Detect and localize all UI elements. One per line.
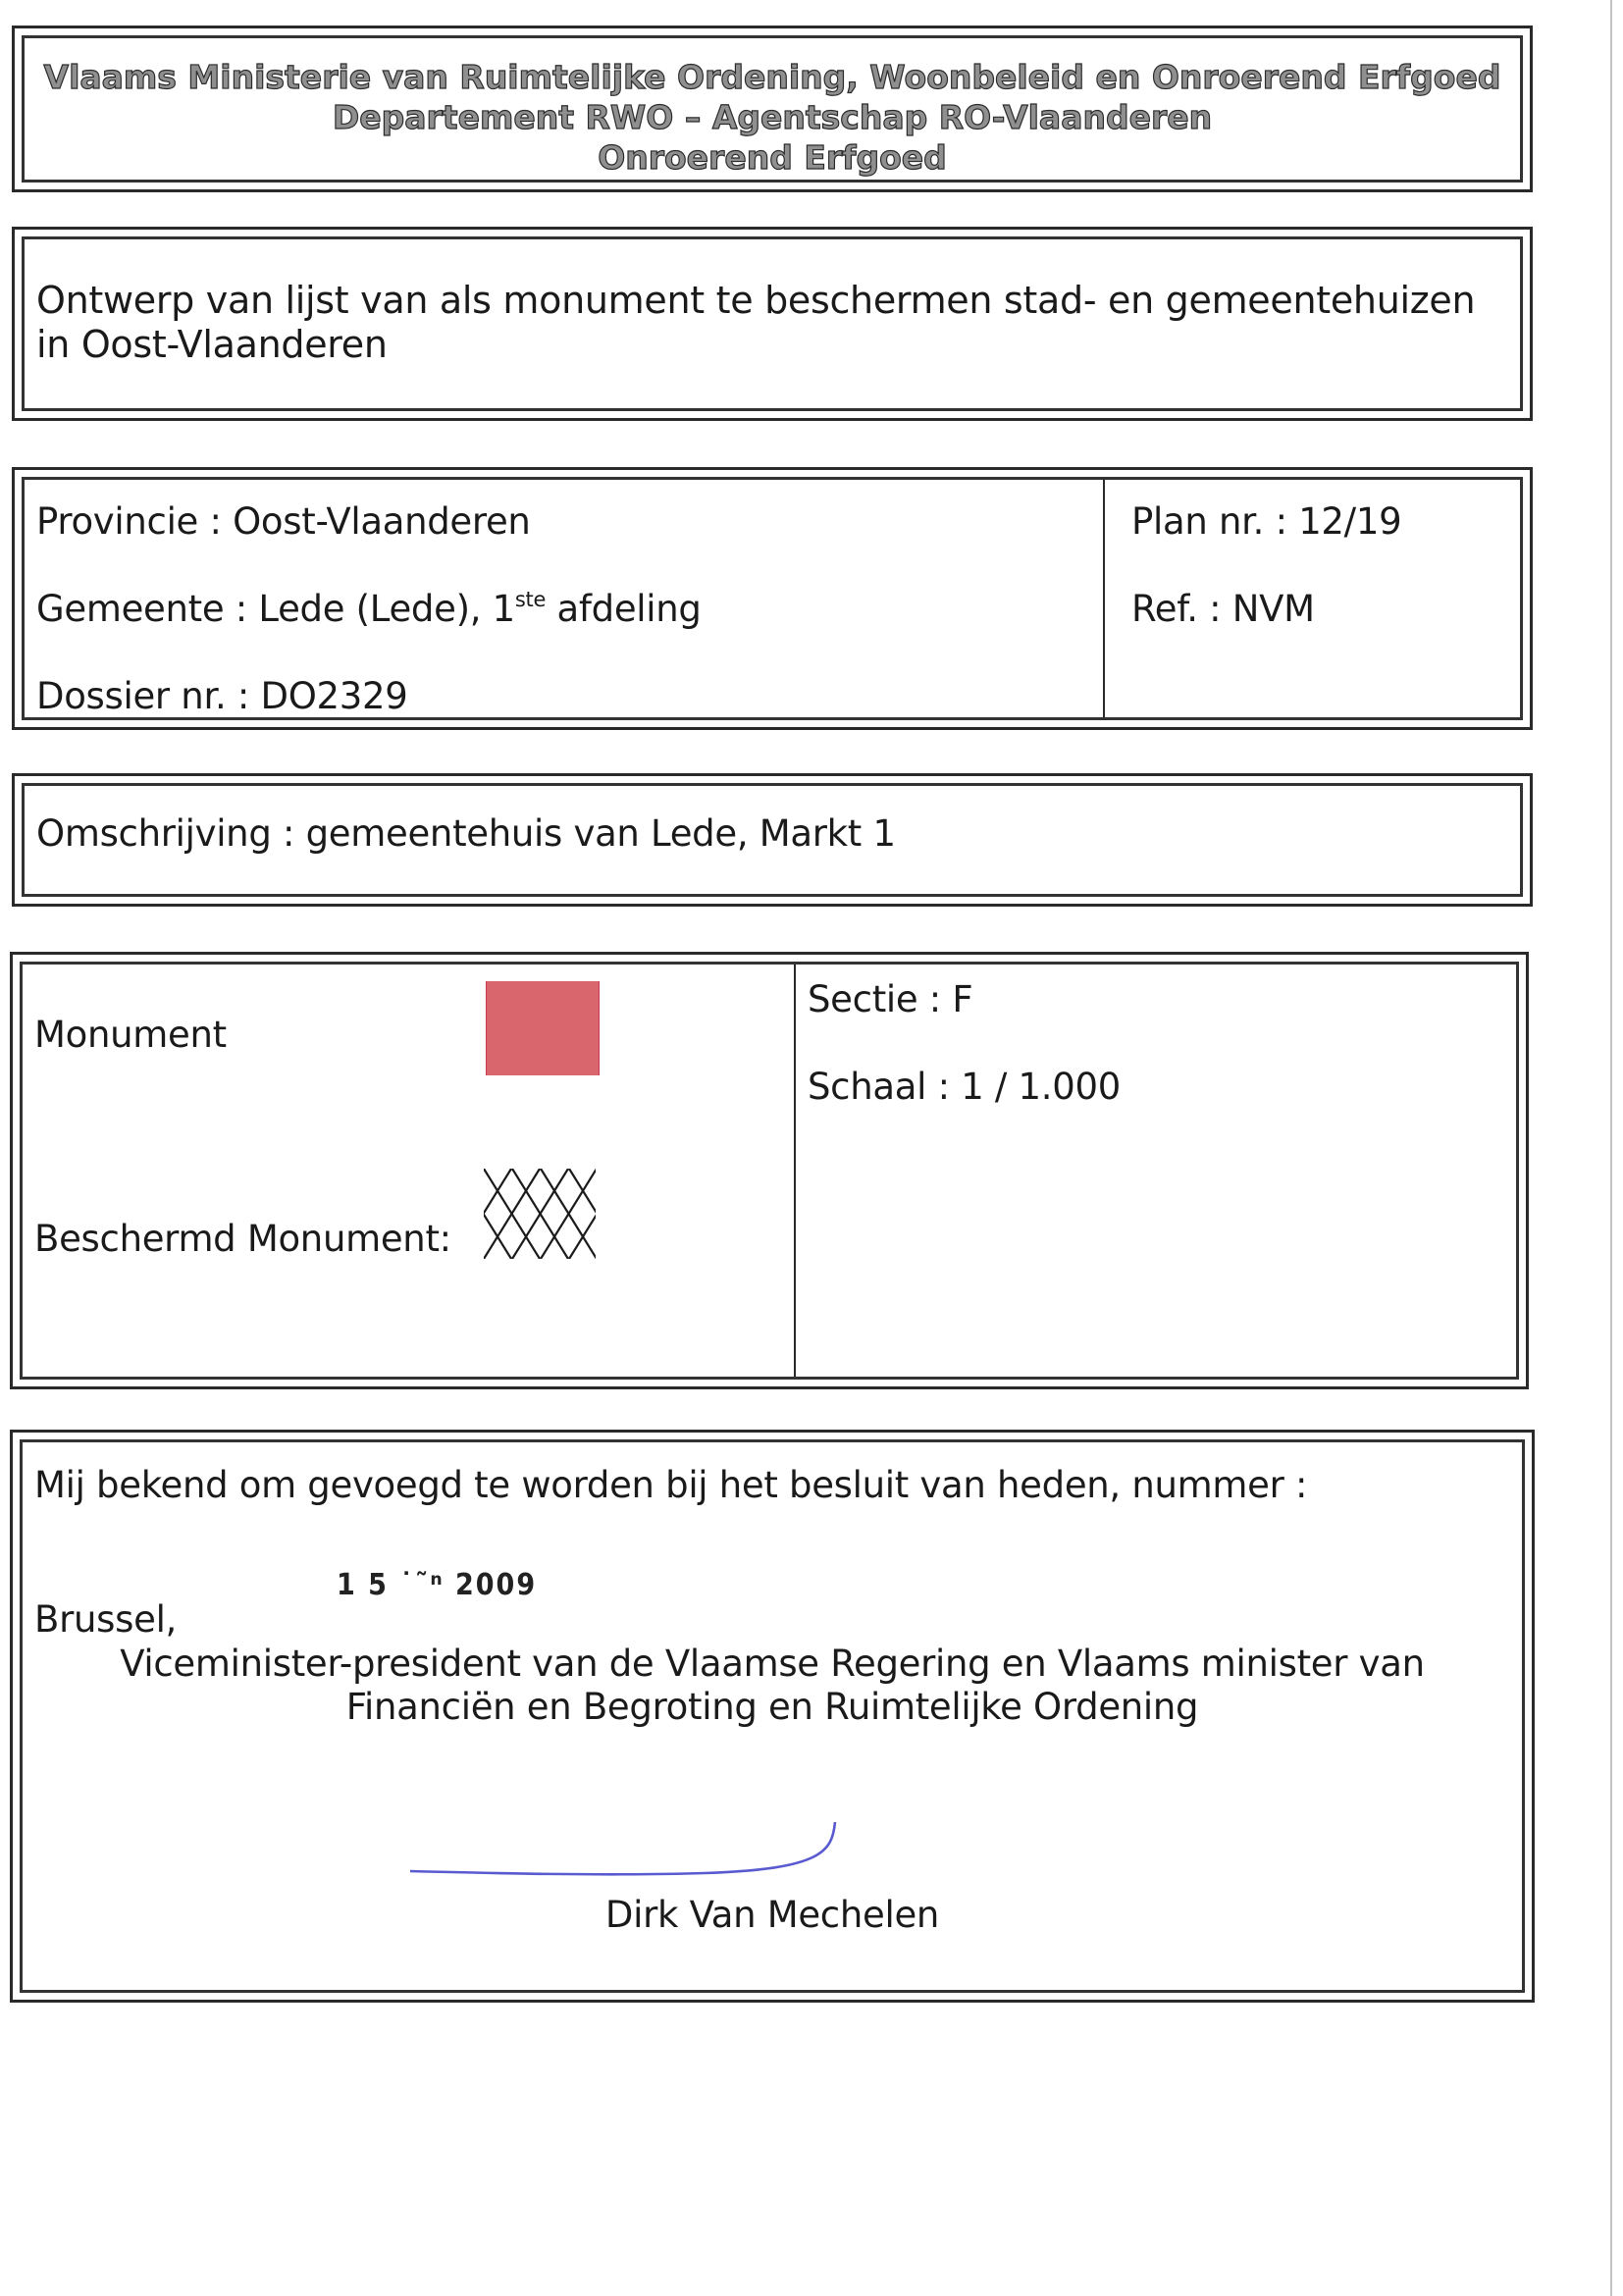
hatch-line xyxy=(484,1169,511,1259)
description-box xyxy=(12,773,1533,907)
scan-page-edge xyxy=(1610,0,1612,2296)
ministry-name: Vlaams Ministerie van Ruimtelijke Ordening, Woonbeleid en Onroerend Erfgoed xyxy=(43,58,1501,96)
reference-field: Ref. : NVM xyxy=(1131,588,1315,630)
signing-city: Brussel, xyxy=(34,1598,178,1641)
agency-name: Onroerend Erfgoed xyxy=(598,138,947,177)
signature-box xyxy=(10,1430,1535,2003)
legend-monument-label: Monument xyxy=(34,1014,227,1056)
date-stamp: 1 5 ˙˜ⁿ 2009 xyxy=(337,1568,538,1602)
column-divider xyxy=(1103,480,1105,717)
dossier-field: Dossier nr. : DO2329 xyxy=(36,675,408,717)
protected-monument-hatch-swatch xyxy=(484,1169,596,1259)
description-field: Omschrijving : gemeentehuis van Lede, Markt 1 xyxy=(36,812,896,855)
department-name: Departement RWO – Agentschap RO-Vlaanderen xyxy=(332,98,1213,136)
gemeente-field xyxy=(36,589,702,631)
legend-protected-monument-label: Beschermd Monument: xyxy=(34,1218,451,1260)
scale-field: Schaal : 1 / 1.000 xyxy=(808,1066,1121,1108)
hatch-line xyxy=(484,1169,511,1259)
monument-color-swatch xyxy=(486,981,600,1075)
gemeente-ordinal: ste xyxy=(514,588,547,611)
location-box xyxy=(12,467,1533,730)
signatory-role-line-2: Financiën en Begroting en Ruimtelijke Ordening xyxy=(345,1686,1199,1728)
column-divider xyxy=(794,965,796,1377)
signatory-name: Dirk Van Mechelen xyxy=(604,1894,940,1936)
signatory-role-line-1: Viceminister-president van de Vlaamse Regering en Vlaams minister van xyxy=(120,1643,1425,1685)
gemeente-prefix: Gemeente : Lede (Lede), 1 xyxy=(36,588,515,630)
hatch-line xyxy=(569,1169,596,1259)
document-title: Ontwerp van lijst van als monument te beschermen stad- en gemeentehuizen in Oost-Vlaanderen xyxy=(36,279,1476,366)
hatch-line xyxy=(569,1169,596,1259)
section-field: Sectie : F xyxy=(808,978,973,1020)
legend-box xyxy=(10,952,1529,1389)
plan-number-field: Plan nr. : 12/19 xyxy=(1131,500,1402,543)
gemeente-suffix: afdeling xyxy=(546,588,702,630)
provincie-field: Provincie : Oost-Vlaanderen xyxy=(36,500,531,543)
approval-statement: Mij bekend om gevoegd te worden bij het besluit van heden, nummer : xyxy=(34,1464,1308,1506)
title-box xyxy=(12,227,1533,421)
header-box xyxy=(12,26,1533,192)
